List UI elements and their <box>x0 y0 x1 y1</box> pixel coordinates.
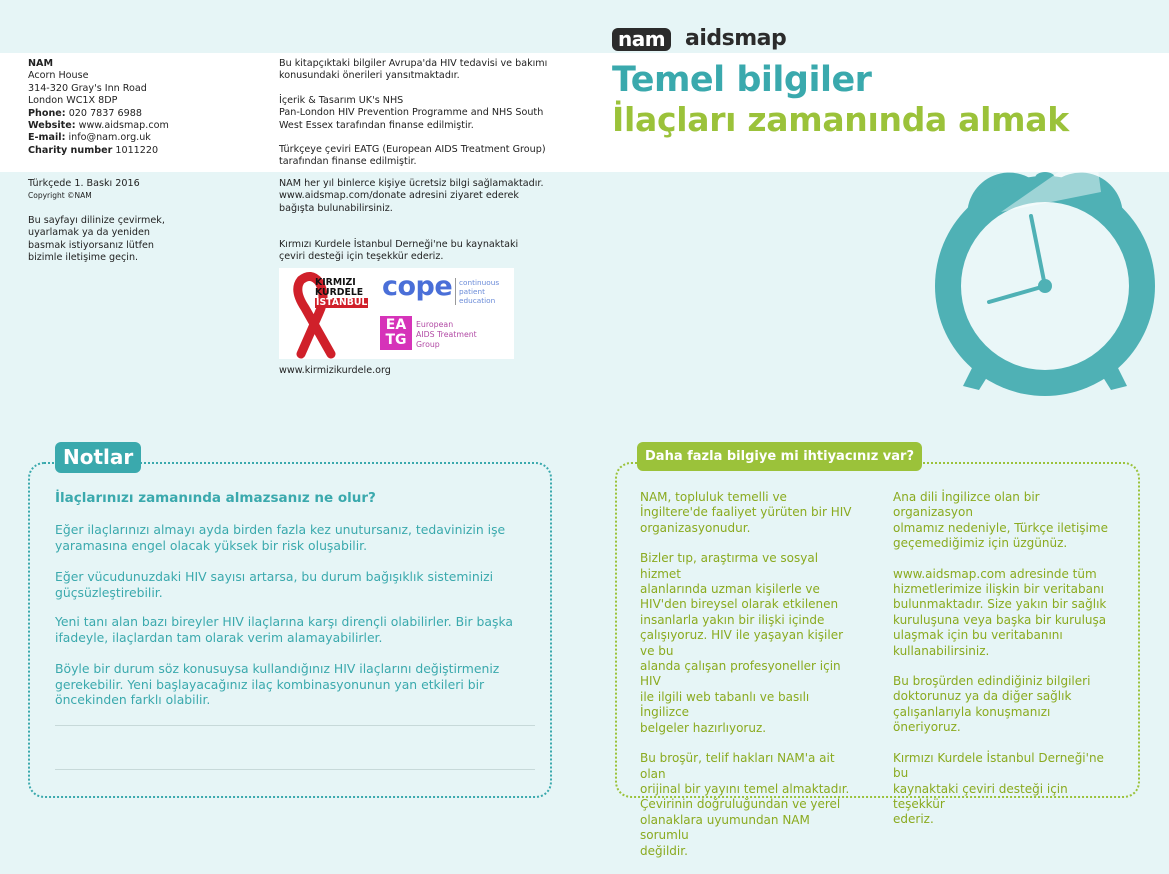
credits-line: Türkçeye çeviri EATG (European AIDS Treatment Group) <box>279 144 546 156</box>
notes-line: yaramasına engel olacak yüksek bir risk oluşabilir. <box>55 537 368 553</box>
thanks-block <box>279 239 559 264</box>
email-link[interactable]: info@nam.org.uk <box>68 132 151 144</box>
copyright: Copyright ©NAM <box>28 191 92 201</box>
translate-note-line: bizimle iletişime geçin. <box>28 252 139 264</box>
info-line: orijinal bir yayını temel almaktadır. <box>640 781 850 796</box>
donate-link[interactable]: www.aidsmap.com/donate adresini ziyaret ederek <box>279 190 519 202</box>
aidsmap-logo: aidsmap <box>685 26 787 51</box>
info-line: doktorunuz ya da diğer sağlık <box>893 689 1072 704</box>
info-line: çalışanlarıyla konuşmanızı öneriyoruz. <box>893 704 1051 735</box>
translate-note-line: Bu sayfayı dilinize çevirmek, <box>28 214 165 226</box>
website-link[interactable]: www.aidsmap.com <box>78 120 169 132</box>
phone-value: 020 7837 6988 <box>68 107 142 119</box>
notes-line: Yeni tanı alan bazı bireyler HIV ilaçlarına karşı dirençli olabilirler. Bir başka <box>55 614 514 629</box>
edition-block <box>28 178 248 264</box>
translate-note-line: basmak istiyorsanız lütfen <box>28 239 154 251</box>
credits-line: Bu kitapçıktaki bilgiler Avrupa'da HIV tedavisi ve bakımı <box>279 58 548 69</box>
info-line: bulunmaktadır. Size yakın bir sağlık <box>893 597 1107 612</box>
notes-line: Eğer ilaçlarınızı almayı ayda birden fazla kez unutursanız, tedavinizin işe <box>55 522 506 537</box>
notes-line: Böyle bir durum söz konusuysa kullandığınız HIV ilaçlarını değiştirmeniz <box>55 661 500 676</box>
info-line: İngiltere'de faaliyet yürüten bir HIV <box>640 505 852 520</box>
info-line: Çevirinin doğruluğundan ve yerel <box>640 797 841 812</box>
eatg-desc-line: AIDS Treatment <box>416 330 477 339</box>
page-title: Temel bilgiler <box>612 60 872 100</box>
info-line[interactable]: www.aidsmap.com adresinde tüm <box>893 566 1097 581</box>
notes-line: ifadeyle, ilaçlardan tam olarak verim alamayabilirler. <box>55 629 383 645</box>
info-line: Bu broşür, telif hakları NAM'a ait olan <box>640 751 835 781</box>
info-paragraph <box>893 567 1108 659</box>
website-label: Website: <box>28 120 76 132</box>
info-line: alanlarında uzman kişilerle ve <box>640 582 820 597</box>
address-line: London WC1X 8DP <box>28 95 118 107</box>
info-line: HIV'den bireysel olarak etkilenen <box>640 597 839 612</box>
nam-logo: nam <box>612 28 671 51</box>
credits-line: tarafından finanse edilmiştir. <box>279 156 417 168</box>
notes-line: öncekinden farklı olabilir. <box>55 692 211 708</box>
eatg-desc-line: European <box>416 320 454 329</box>
kk-line: KIRMIZI <box>315 277 356 288</box>
info-line: NAM, topluluk temelli ve <box>640 490 787 504</box>
notes-paragraph <box>55 661 525 708</box>
notes-heading: İlaçlarınızı zamanında almazsanız ne olur? <box>55 490 376 506</box>
notes-paragraph <box>55 522 525 553</box>
info-line: ile ilgili web tabanlı ve basılı İngilizce <box>640 689 810 720</box>
kk-line: İSTANBUL <box>316 297 368 308</box>
info-line: belgeler hazırlıyoruz. <box>640 720 767 735</box>
kk-line: KURDELE <box>315 287 364 298</box>
info-line: çalışıyoruz. HIV ile yaşayan kişiler ve bu <box>640 628 844 658</box>
writing-line <box>55 725 535 726</box>
notes-line: Eğer vücudunuzdaki HIV sayısı artarsa, bu durum bağışıklık sisteminizi <box>55 569 494 584</box>
info-line: hizmetlerimize ilişkin bir veritabanı <box>893 582 1104 597</box>
info-line: Bu broşürden edindiğiniz bilgileri <box>893 674 1091 689</box>
info-paragraph <box>893 751 1108 828</box>
phone-label: Phone: <box>28 107 66 119</box>
eatg-letters: TG <box>385 332 407 348</box>
kirmizi-kurdele-logo <box>315 278 368 308</box>
info-line: olmamız nedeniyle, Türkçe iletişime <box>893 520 1108 535</box>
notes-paragraph <box>55 614 525 645</box>
thanks-line: Kırmızı Kurdele İstanbul Derneği'ne bu kaynaktaki <box>279 239 519 250</box>
info-line: organizasyonudur. <box>640 520 751 535</box>
org-name: NAM <box>28 58 54 69</box>
contact-block <box>28 58 248 157</box>
info-line: kaynaktaki çeviri desteği için teşekkür <box>893 781 1068 811</box>
info-line: insanlarla yakın bir ilişki içinde <box>640 612 825 627</box>
eatg-logo <box>380 316 412 350</box>
charity-value: 1011220 <box>115 144 159 156</box>
info-line: ederiz. <box>893 812 934 827</box>
cope-desc-line: patient <box>459 287 485 296</box>
info-paragraph <box>640 551 855 736</box>
info-paragraph <box>640 490 855 536</box>
edition: Türkçede 1. Baskı 2016 <box>28 178 140 189</box>
alarm-clock-icon <box>925 162 1165 402</box>
info-line: Ana dili İngilizce olan bir organizasyon <box>893 490 1040 520</box>
info-column-left <box>640 490 855 874</box>
page-subtitle: İlaçları zamanında almak <box>612 100 1069 139</box>
credits-line: Pan-London HIV Prevention Programme and NHS South <box>279 107 544 119</box>
info-line: ulaşmak için bu veritabanını <box>893 628 1063 643</box>
donate-line: bağışta bulunabilirsiniz. <box>279 202 393 214</box>
cope-desc-line: continuous <box>459 278 500 287</box>
info-column-right <box>893 490 1108 843</box>
email-label: E-mail: <box>28 132 66 144</box>
info-line: olanaklara uyumundan NAM sorumlu <box>640 812 810 843</box>
notes-paragraph <box>55 569 525 600</box>
notes-line: güçsüzleştirebilir. <box>55 584 163 600</box>
address-line: Acorn House <box>28 70 89 82</box>
credits-block <box>279 58 559 169</box>
writing-line <box>55 769 535 770</box>
info-line: Kırmızı Kurdele İstanbul Derneği'ne bu <box>893 750 1104 781</box>
partner-logos <box>279 268 514 359</box>
kirmizikurdele-url[interactable]: www.kirmizikurdele.org <box>279 365 391 376</box>
info-line: alanda çalışan profesyoneller için HIV <box>640 659 841 689</box>
notes-title: Notlar <box>55 442 141 473</box>
info-paragraph <box>893 490 1108 552</box>
credits-line: konusundaki önerileri yansıtmaktadır. <box>279 70 460 82</box>
info-line: Bizler tıp, araştırma ve sosyal hizmet <box>640 551 819 581</box>
cope-logo <box>382 271 452 302</box>
cope-desc-line: education <box>459 296 496 305</box>
eatg-desc <box>416 320 477 350</box>
info-line: kullanabilirsiniz. <box>893 643 990 658</box>
credits-line: West Essex tarafından finanse edilmiştir. <box>279 119 474 131</box>
info-paragraph <box>893 674 1108 736</box>
thanks-line: çeviri desteği için teşekkür ederiz. <box>279 251 444 263</box>
info-line: kuruluşuna veya başka bir kuruluşa <box>893 612 1107 627</box>
info-line: değildir. <box>640 843 688 858</box>
address-line: 314-320 Gray's Inn Road <box>28 82 147 94</box>
info-line: geçemediğimiz için üzgünüz. <box>893 536 1068 551</box>
credits-line: İçerik & Tasarım UK's NHS <box>279 94 404 106</box>
eatg-desc-line: Group <box>416 340 440 349</box>
notes-line: gerekebilir. Yeni başlayacağınız ilaç kombinasyonunun yan etkileri bir <box>55 676 485 692</box>
info-paragraph <box>640 751 855 859</box>
cope-word: cope <box>382 271 453 302</box>
donate-block <box>279 178 559 215</box>
eatg-letters: EA <box>385 317 407 333</box>
charity-label: Charity number <box>28 144 113 156</box>
info-title: Daha fazla bilgiye mi ihtiyacınız var? <box>637 442 922 471</box>
donate-line: NAM her yıl binlerce kişiye ücretsiz bilgi sağlamaktadır. <box>279 178 544 189</box>
cope-desc <box>455 278 499 305</box>
translate-note-line: uyarlamak ya da yeniden <box>28 227 150 239</box>
